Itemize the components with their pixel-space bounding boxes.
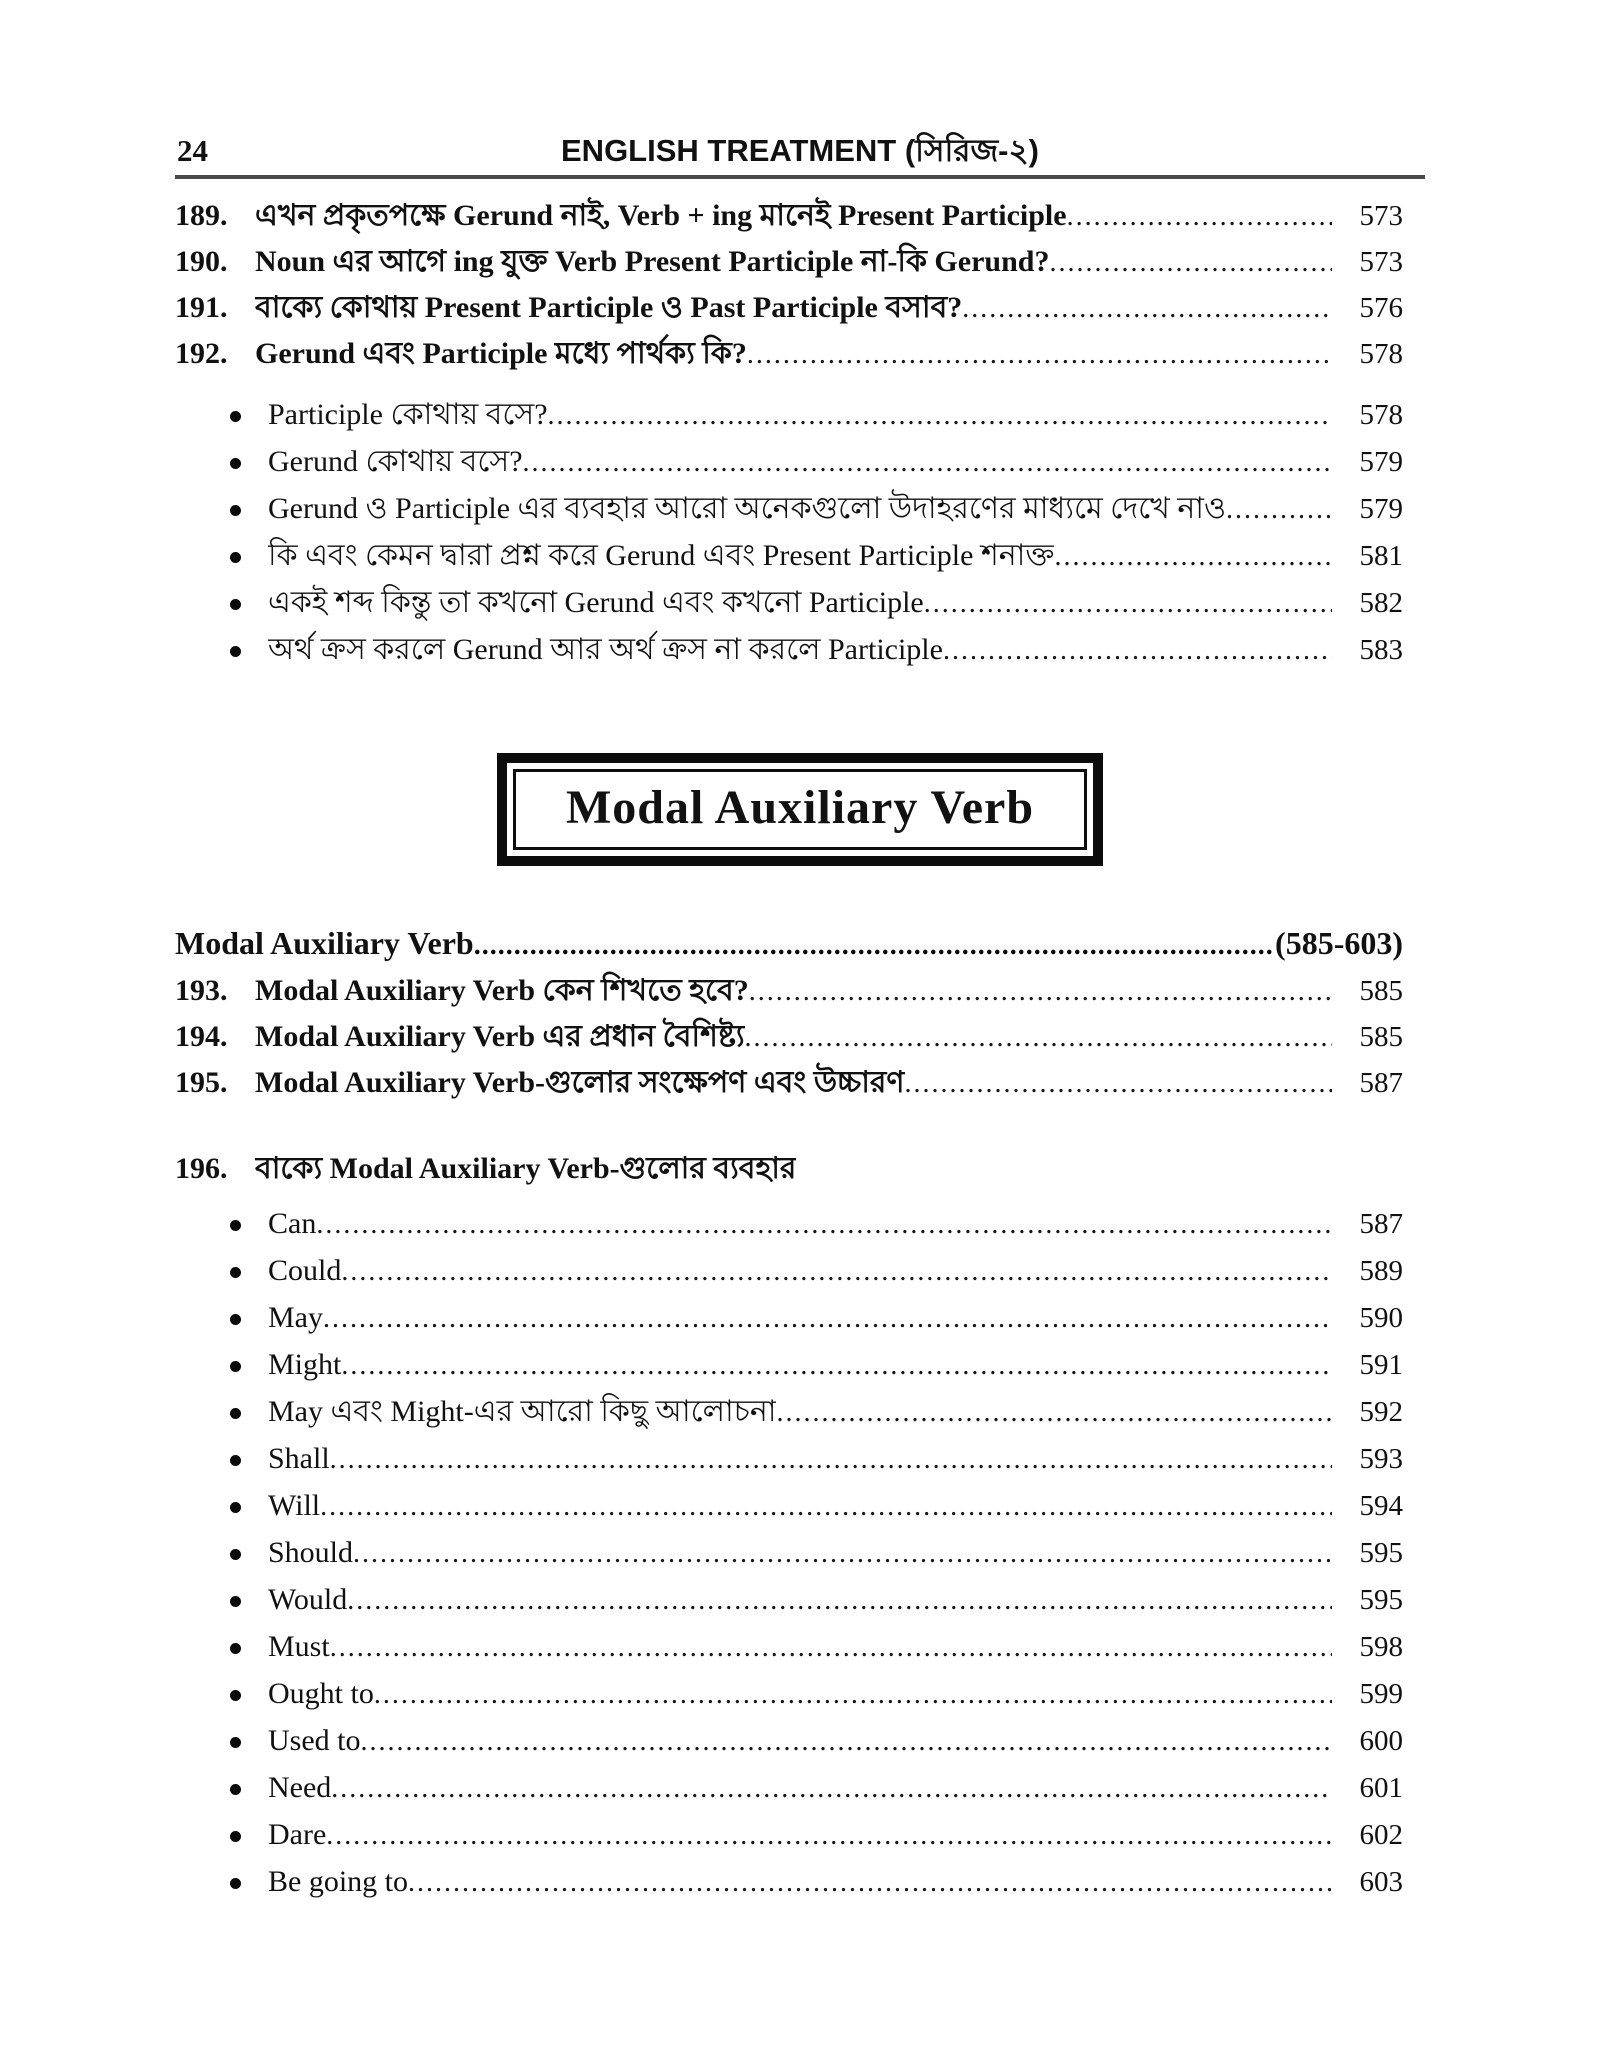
entry-page-number: 585 xyxy=(1359,1021,1403,1053)
bullet-label: অর্থ ক্রস করলে Gerund আর অর্থ ক্রস না করলে Participle xyxy=(268,633,943,666)
bullet-label: Will xyxy=(268,1489,321,1522)
bullet-dot-icon xyxy=(230,1267,241,1278)
dotted-leader xyxy=(474,921,1275,975)
entry-label: Gerund এবং Participle মধ্যে পার্থক্য কি? xyxy=(255,337,747,370)
entry-number: 195. xyxy=(175,1066,228,1099)
dotted-leader xyxy=(408,1859,1332,1910)
bullet-label: Can xyxy=(268,1207,317,1240)
toc-bullet-row xyxy=(175,1811,1425,1858)
bullet-dot-icon xyxy=(230,552,241,563)
modal-heading-label: Modal Auxiliary Verb xyxy=(175,925,474,961)
bullet-page-number: 592 xyxy=(1359,1396,1403,1428)
entry-number: 189. xyxy=(175,199,228,232)
toc-bullet-row xyxy=(175,1858,1425,1905)
toc-bullet-row xyxy=(175,1482,1425,1529)
bullet-label: Could xyxy=(268,1254,342,1287)
dotted-leader xyxy=(1054,533,1332,584)
entry-label: Modal Auxiliary Verb-গুলোর সংক্ষেপণ এবং উচ্চারণ xyxy=(255,1066,905,1099)
toc-bullet-row xyxy=(175,1529,1425,1576)
dotted-leader xyxy=(548,392,1332,443)
toc-entry-row xyxy=(175,285,1425,331)
bullet-dot-icon xyxy=(230,1220,241,1231)
bullet-page-number: 600 xyxy=(1359,1725,1403,1757)
toc-bullet-row xyxy=(175,1294,1425,1341)
bullet-label: Gerund কোথায় বসে? xyxy=(268,445,523,478)
bullet-dot-icon xyxy=(230,1643,241,1654)
bullet-dot-icon xyxy=(230,1502,241,1513)
modal-section-heading xyxy=(175,918,1425,968)
bullet-page-number: 583 xyxy=(1359,634,1403,666)
dotted-leader xyxy=(323,1295,1332,1346)
bullet-page-number: 589 xyxy=(1359,1255,1403,1287)
dotted-leader xyxy=(316,1201,1332,1252)
bullet-page-number: 591 xyxy=(1359,1349,1403,1381)
dotted-leader xyxy=(326,1812,1332,1863)
toc-bullet-row xyxy=(175,1247,1425,1294)
toc-entry-row xyxy=(175,1060,1425,1106)
bullet-page-number: 582 xyxy=(1359,587,1403,619)
bullet-page-number: 590 xyxy=(1359,1302,1403,1334)
entry-page-number: 585 xyxy=(1359,975,1403,1007)
bullet-dot-icon xyxy=(230,646,241,657)
toc-bullet-row xyxy=(175,1717,1425,1764)
entry-number: 191. xyxy=(175,291,228,324)
bullet-dot-icon xyxy=(230,1737,241,1748)
dotted-leader xyxy=(747,332,1332,382)
dotted-leader xyxy=(943,627,1332,678)
bullet-dot-icon xyxy=(230,505,241,516)
toc-bullet-row xyxy=(175,391,1425,438)
entry-label: এখন প্রকৃতপক্ষে Gerund নাই, Verb + ing মানেই Present Participle xyxy=(255,199,1067,232)
toc-bullet-row xyxy=(175,1341,1425,1388)
bullet-dot-icon xyxy=(230,1455,241,1466)
modal-heading-row xyxy=(175,918,1425,968)
toc-top-bullets xyxy=(175,391,1425,673)
toc-entry-row xyxy=(175,331,1425,377)
bullet-dot-icon xyxy=(230,1596,241,1607)
toc-bullet-row xyxy=(175,1200,1425,1247)
bullet-label: Shall xyxy=(268,1442,330,1475)
section-title-inner-frame xyxy=(513,769,1087,850)
bullet-label: Be going to xyxy=(268,1865,408,1898)
bullet-dot-icon xyxy=(230,1878,241,1889)
dotted-leader xyxy=(330,1436,1332,1487)
dotted-leader xyxy=(330,1624,1332,1675)
bullet-label: May xyxy=(268,1301,323,1334)
bullet-dot-icon xyxy=(230,1690,241,1701)
bullet-page-number: 599 xyxy=(1359,1678,1403,1710)
page-content xyxy=(175,130,1425,1905)
dotted-leader xyxy=(745,1015,1332,1065)
bullet-dot-icon xyxy=(230,1549,241,1560)
toc-entry-row xyxy=(175,1014,1425,1060)
dotted-leader xyxy=(374,1671,1332,1722)
page-number: 24 xyxy=(177,133,208,168)
bullet-label: Need xyxy=(268,1771,332,1804)
toc-bullet-row xyxy=(175,626,1425,673)
section-box-wrap xyxy=(175,753,1425,866)
bullet-dot-icon xyxy=(230,458,241,469)
dotted-leader xyxy=(1067,194,1332,244)
bullet-label: Might xyxy=(268,1348,342,1381)
toc-entry-row xyxy=(175,239,1425,285)
bullet-page-number: 579 xyxy=(1359,446,1403,478)
dotted-leader xyxy=(341,1342,1332,1393)
dotted-leader xyxy=(361,1718,1333,1769)
dotted-leader xyxy=(331,1765,1332,1816)
entry-label: বাক্যে Modal Auxiliary Verb-গুলোর ব্যবহার xyxy=(255,1152,797,1185)
modal-bullets xyxy=(175,1200,1425,1905)
bullet-dot-icon xyxy=(230,1361,241,1372)
toc-bullet-row xyxy=(175,1435,1425,1482)
dotted-leader xyxy=(1049,240,1332,290)
bullet-page-number: 578 xyxy=(1359,399,1403,431)
toc-bullet-row xyxy=(175,1388,1425,1435)
bullet-label: Must xyxy=(268,1630,330,1663)
bullet-page-number: 601 xyxy=(1359,1772,1403,1804)
bullet-dot-icon xyxy=(230,1408,241,1419)
toc-bullet-row xyxy=(175,485,1425,532)
bullet-page-number: 581 xyxy=(1359,540,1403,572)
dotted-leader xyxy=(341,1248,1332,1299)
entry-page-number: 587 xyxy=(1359,1067,1403,1099)
dotted-leader xyxy=(1226,486,1332,537)
dotted-leader xyxy=(320,1483,1332,1534)
entry-label: Noun এর আগে ing যুক্ত Verb Present Participle না-কি Gerund? xyxy=(255,245,1050,278)
bullet-label: Dare xyxy=(268,1818,327,1851)
dotted-leader xyxy=(347,1577,1332,1628)
bullet-label: Participle কোথায় বসে? xyxy=(268,398,548,431)
bullet-page-number: 595 xyxy=(1359,1584,1403,1616)
entry-number: 194. xyxy=(175,1020,228,1053)
toc-bullet-row xyxy=(175,1623,1425,1670)
entry-page-number: 573 xyxy=(1359,246,1403,278)
bullet-page-number: 594 xyxy=(1359,1490,1403,1522)
bullet-dot-icon xyxy=(230,1831,241,1842)
entry-page-number: 573 xyxy=(1359,200,1403,232)
bullet-label: Ought to xyxy=(268,1677,374,1710)
bullet-dot-icon xyxy=(230,599,241,610)
toc-bullet-row xyxy=(175,438,1425,485)
toc-bullet-row xyxy=(175,1670,1425,1717)
toc-bullet-row xyxy=(175,579,1425,626)
dotted-leader xyxy=(905,1061,1332,1111)
section-title-box xyxy=(497,753,1103,866)
bullet-page-number: 602 xyxy=(1359,1819,1403,1851)
bullet-page-number: 603 xyxy=(1359,1866,1403,1898)
bullet-page-number: 593 xyxy=(1359,1443,1403,1475)
bullet-label: একই শব্দ কিন্তু তা কখনো Gerund এবং কখনো Participle xyxy=(268,586,924,619)
entry-number: 192. xyxy=(175,337,228,370)
dotted-leader xyxy=(962,286,1332,336)
bullet-dot-icon xyxy=(230,1314,241,1325)
bullet-dot-icon xyxy=(230,411,241,422)
bullet-dot-icon xyxy=(230,1784,241,1795)
bullet-label: May এবং Might-এর আরো কিছু আলোচনা xyxy=(268,1395,777,1428)
bullet-page-number: 587 xyxy=(1359,1208,1403,1240)
entry-label: Modal Auxiliary Verb এর প্রধান বৈশিষ্ট্য xyxy=(255,1020,745,1053)
entry-number: 196. xyxy=(175,1152,228,1185)
header-title: ENGLISH TREATMENT (সিরিজ-২) xyxy=(561,133,1039,168)
entry-page-number: 578 xyxy=(1359,338,1403,370)
entry-label: বাক্যে কোথায় Present Participle ও Past Participle বসাব? xyxy=(255,291,963,324)
toc-entry-row xyxy=(175,193,1425,239)
bullet-label: কি এবং কেমন দ্বারা প্রশ্ন করে Gerund এবং Present Participle শনাক্ত xyxy=(268,539,1055,572)
bullet-label: Used to xyxy=(268,1724,361,1757)
bullet-label: Gerund ও Participle এর ব্যবহার আরো অনেকগুলো উদাহরণের মাধ্যমে দেখে নাও xyxy=(268,492,1227,525)
toc-bullet-row xyxy=(175,1576,1425,1623)
dotted-leader xyxy=(776,1389,1332,1440)
bullet-label: Should xyxy=(268,1536,354,1569)
page-header xyxy=(175,130,1425,172)
bullet-page-number: 595 xyxy=(1359,1537,1403,1569)
section-title: Modal Auxiliary Verb xyxy=(565,781,1035,834)
bullet-label: Would xyxy=(268,1583,348,1616)
dotted-leader xyxy=(749,969,1332,1019)
dotted-leader xyxy=(523,439,1332,490)
modal-heading-page-range: (585-603) xyxy=(1275,925,1403,961)
bullet-page-number: 598 xyxy=(1359,1631,1403,1663)
entry-label: Modal Auxiliary Verb কেন শিখতে হবে? xyxy=(255,974,749,1007)
header-rule xyxy=(175,175,1425,179)
toc-bullet-row xyxy=(175,1764,1425,1811)
bullet-page-number: 579 xyxy=(1359,493,1403,525)
modal-entries xyxy=(175,968,1425,1106)
entry-number: 190. xyxy=(175,245,228,278)
dotted-leader xyxy=(353,1530,1332,1581)
toc-entry-row xyxy=(175,968,1425,1014)
entry-196-section xyxy=(175,1146,1425,1192)
toc-entry-row xyxy=(175,1146,1425,1192)
toc-top-entries xyxy=(175,193,1425,377)
entry-number: 193. xyxy=(175,974,228,1007)
dotted-leader xyxy=(924,580,1332,631)
toc-bullet-row xyxy=(175,532,1425,579)
entry-page-number: 576 xyxy=(1359,292,1403,324)
